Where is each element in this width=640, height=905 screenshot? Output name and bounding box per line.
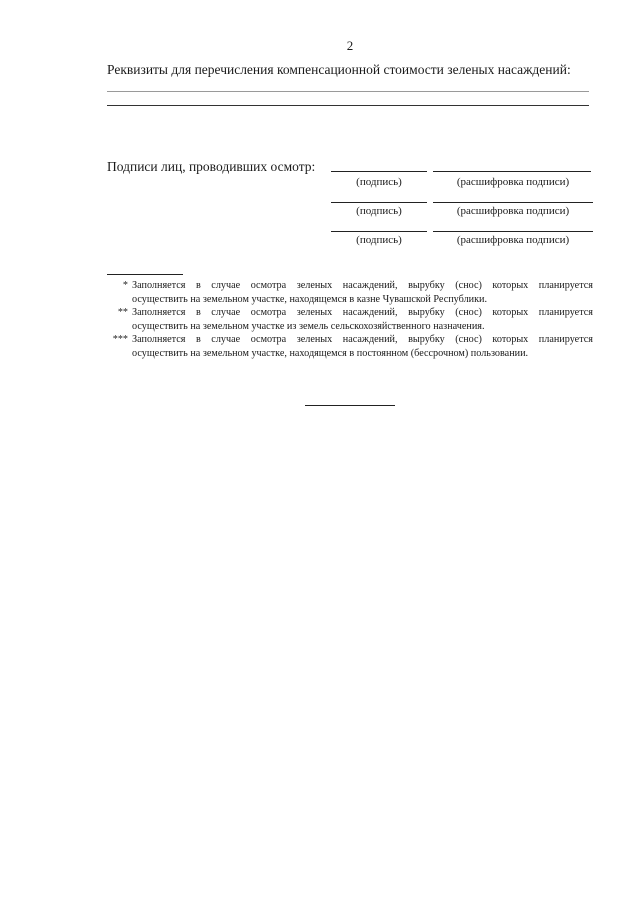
footnote [107, 306, 593, 334]
signature-decoding-caption: (расшифровка подписи) [456, 205, 570, 217]
footnote-text-line1: Заполняется в случае осмотра зеленых насаждений, вырубку (снос) которых планируется [132, 280, 593, 291]
footnote-separator [107, 274, 183, 275]
footnote-mark: ** [117, 307, 128, 318]
signature-line [331, 231, 427, 232]
signature-decoding-caption: (расшифровка подписи) [456, 176, 570, 188]
signature-caption: (подпись) [356, 234, 402, 246]
footnote-text-line2: осуществить на земельном участке из земель сельскохозяйственного назначения. [132, 321, 485, 332]
signature-line [331, 202, 427, 203]
footnote-text-line2: осуществить на земельном участке, находящемся в казне Чувашской Республики. [132, 294, 488, 305]
signature-caption: (подпись) [356, 176, 402, 188]
signature-decoding-line [433, 202, 593, 203]
footnote [107, 279, 593, 307]
footnote-text-line1: Заполняется в случае осмотра зеленых насаждений, вырубку (снос) которых планируется [132, 334, 593, 345]
footnote-mark: *** [112, 334, 128, 345]
signature-decoding-line [433, 171, 591, 172]
signature-line [331, 171, 427, 172]
requisites-blank-line-1 [107, 91, 589, 92]
signature-decoding-line [433, 231, 593, 232]
signature-caption: (подпись) [356, 205, 402, 217]
end-of-document-line [305, 405, 395, 406]
footnote-text-line2: осуществить на земельном участке, находящемся в постоянном (бессрочном) пользовании. [132, 348, 529, 359]
page-number: 2 [346, 38, 354, 53]
requisites-blank-line-2 [107, 105, 589, 106]
signatures-heading: Подписи лиц, проводивших осмотр: [107, 159, 316, 174]
footnote-mark: * [122, 280, 128, 291]
footnote [107, 333, 593, 361]
requisites-heading: Реквизиты для перечисления компенсационной стоимости зеленых насаждений: [107, 62, 571, 77]
footnote-text-line1: Заполняется в случае осмотра зеленых насаждений, вырубку (снос) которых планируется [132, 307, 593, 318]
signature-decoding-caption: (расшифровка подписи) [456, 234, 570, 246]
